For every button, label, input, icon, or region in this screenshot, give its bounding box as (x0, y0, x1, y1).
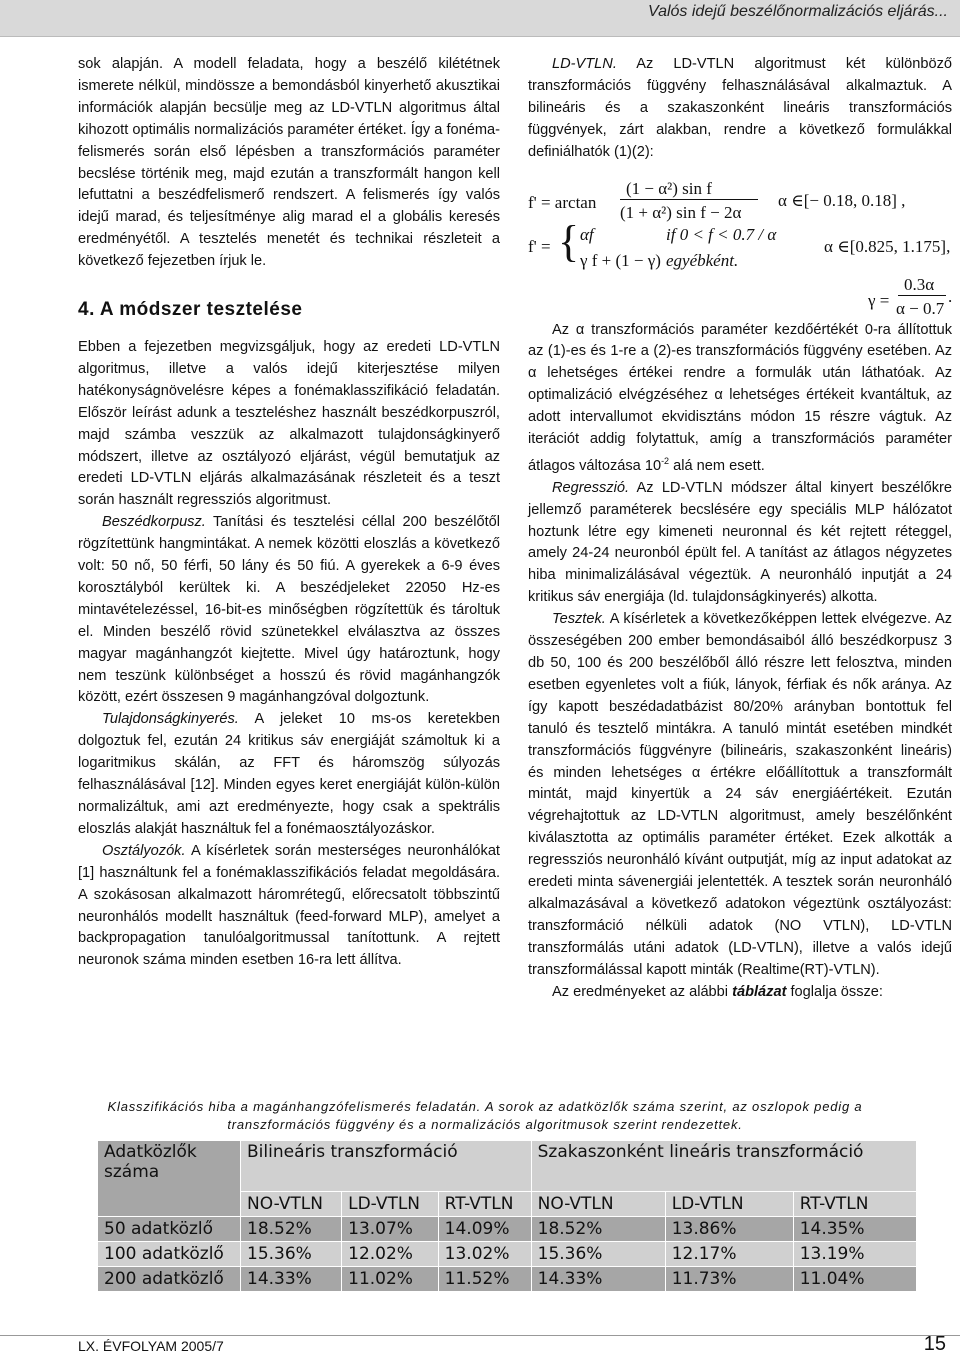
right-column (528, 54, 952, 1003)
left-column (78, 54, 500, 972)
table-cell: 13.86% (665, 1217, 793, 1242)
paragraph-label: Tulajdonságkinyerés. (102, 711, 239, 728)
paragraph (528, 478, 952, 609)
table-row (98, 1242, 917, 1267)
table-cell: 18.52% (531, 1217, 665, 1242)
paragraph-text: Az eredményeket az alábbi (552, 983, 733, 1000)
paragraph: Ebben a fejezetben megvizsgáljuk, hogy az eredeti LD-VTLN algoritmus, illetve a valós idejű kiterjesztése milyen hatékonyságnövelésre képes a fonémaklasszifikáció feladatán. Először leírást adunk a teszteléshez használt beszédkorpuszról, majd számba veszzük az alkalmazott tulajdonságkinyerő módszert, illetve az osztályozó eljárást, végül bemutatjuk az eredeti LD-VTLN eljárás alkalmazásának részleteit és a teszt során használt regressziós algoritmust. (78, 338, 500, 509)
paragraph-text: foglalja össze: (786, 983, 883, 1000)
table-column-header: RT-VTLN (793, 1192, 916, 1217)
formula-lhs: f' = arctan (528, 192, 597, 212)
table-cell: 18.52% (241, 1217, 342, 1242)
formula-dot: . (948, 286, 953, 306)
paragraph-label: Beszédkorpusz. (102, 514, 206, 531)
paragraph (528, 320, 952, 478)
table-cell: 14.33% (531, 1267, 665, 1292)
formula-condition: if 0 < f < 0.7 / α (666, 224, 777, 244)
paragraph-label: Osztályozók. (102, 842, 186, 859)
table-column-header: LD-VTLN (342, 1192, 439, 1217)
paragraph (78, 841, 500, 972)
table-cell: 11.04% (793, 1267, 916, 1292)
formula-case: γ f + (1 − γ) (580, 250, 661, 270)
table-cell: 14.33% (241, 1267, 342, 1292)
formula-range: α ∈[− 0.18, 0.18] , (778, 190, 906, 210)
footer-rule (0, 1335, 960, 1336)
formula-condition: egyébként. (666, 250, 739, 270)
table-cell: 14.35% (793, 1217, 916, 1242)
table-cell: 13.19% (793, 1242, 916, 1267)
table-corner-header: Adatközlők száma (98, 1141, 241, 1217)
table-cell: 15.36% (241, 1242, 342, 1267)
formula-case: αf (580, 224, 594, 244)
paragraph (528, 609, 952, 981)
table-row-label: 100 adatközlő (98, 1242, 241, 1267)
table-cell: 13.07% (342, 1217, 439, 1242)
table-cell: 11.52% (438, 1267, 531, 1292)
table-row-label: 50 adatközlő (98, 1217, 241, 1242)
formula-block (528, 174, 953, 318)
table-column-header: NO-VTLN (531, 1192, 665, 1217)
table-cell: 11.73% (665, 1267, 793, 1292)
running-title: Valós idejű beszélőnormalizációs eljárás... (648, 3, 948, 20)
table-row-label: 200 adatközlő (98, 1267, 241, 1292)
formula-lhs: γ = (868, 290, 890, 310)
table-group-header: Szakaszonként lineáris transzformáció (531, 1141, 916, 1192)
paragraph-label: Regresszió. (552, 479, 630, 496)
table-cell: 11.02% (342, 1267, 439, 1292)
formula-numerator: (1 − α²) sin f (626, 178, 712, 198)
paragraph-text: Tanítási és tesztelési céllal 200 beszélőtől rögzítettünk hangmintákat. A nemek közötti eloszlás a következő volt: 50 nő, 50 férfi, 50 lány és 50 fiú. A gyerekek a 6-9 éves korosztályból kerültek ki. A beszédjeleket 22050 Hz-es mintavételezéssel, 16-bit-es minőségben rögzítettük és tároltuk el. Minden beszélő rövid szünetekkel elválasztva az összes magyar magánhangzót kiejtette. Mivel úgy határoztunk, hogy nem teszünk különbséget a hosszú és rövid magánhangzók között, ezért összesen 9 magánhangzóval dolgoztunk. (78, 514, 500, 706)
section-heading: 4. A módszer tesztelése (78, 299, 303, 321)
table-caption: Klasszifikációs hiba a magánhangzófelismerés feladatán. A sorok az adatközlők száma szerint, az oszlopok pedig a transzformációs függvény és a normalizációs algoritmusok szerint rendezettek. (107, 1099, 863, 1132)
paragraph-text: Az LD-VTLN algoritmust két különböző transzformációs függvény felhasználásával alkalmaztuk. A bilineáris és a szakaszonként lineáris transzformációs függvények, zárt alakban, rendre a következő formulákkal definiálhatók (1)(2): (528, 56, 952, 160)
paragraph-label: LD-VTLN. (552, 56, 617, 72)
paragraph (78, 512, 500, 709)
table-cell: 14.09% (438, 1217, 531, 1242)
table-column-header: LD-VTLN (665, 1192, 793, 1217)
formula-lhs: f' = (528, 236, 551, 256)
table-row (98, 1217, 917, 1242)
paragraph (528, 982, 952, 1004)
paragraph-text: A kísérletek a következőképpen lettek elvégezve. Az összeségében 200 ember bemondásaiból álló beszédkorpusz 3 db 50, 100 és 200 beszélőből álló részre lett felosztva, minden esetben egyenletes volt a fiúk, lányok, férfiak és nők aránya. Az így kapott beszédadatbázist 80/20% arányban bontottuk fel tanuló és tesztelő mintákra. A tanuló mintát esetében mindkét transzformációs függvényre (bilineáris, szakaszonként lineáris) és minden lehetséges α értékre előállítottuk a transzformált mintát, majd kinyertük a 24 sáv energiáértékeit. Ezután végrehajtottuk az LD-VTLN algoritmust, amely beszélőnként kiválasztotta az optimális paraméter értéket. Ezek alkották a regressziós neuronháló kívánt outputját, míg az input adatokat az eredeti minta sávenergiái jelentették. A tesztek során neuronháló alkalmazásával a következő adatokon végeztünk osztályozást: transzformáció nélküli adatok (NO VTLN), LD-VTLN transzformálás utáni adatok (LD-VTLN), illetve a valós idejű transzformálással kapott minták (Realtime(RT)-VTLN). (528, 611, 952, 978)
footer-issue: LX. ÉVFOLYAM 2005/7 (78, 1338, 224, 1354)
table-reference: táblázat (732, 983, 787, 1000)
table-cell: 13.02% (438, 1242, 531, 1267)
paragraph-label: Tesztek. (552, 611, 606, 628)
superscript: -2 (661, 455, 670, 466)
formula-numerator: 0.3α (904, 274, 935, 294)
paragraph-text: Az LD-VTLN módszer által kinyert beszélőkre jellemző paraméterek becslésére egy speciális MLP hálózatot hoztunk létre egy kimeneti neuronnal és két rejtett réteggel, amely 24-24 neuronból épült fel. A tanítást az átlagos négyzetes hiba minimalizálásával végeztük. A neuronháló inputját a 24 kritikus sáv energiája (ld. tulajdonságkinyerés) alkotta. (528, 479, 952, 606)
paragraph-text: alá nem esett. (669, 457, 765, 474)
table-group-header: Bilineáris transzformáció (241, 1141, 532, 1192)
formula-denominator: α − 0.7 (896, 298, 945, 318)
table-column-header: RT-VTLN (438, 1192, 531, 1217)
formula-denominator: (1 + α²) sin f − 2α (620, 202, 742, 222)
paragraph: sok alapján. A modell feladata, hogy a beszélő kilététnek ismerete nélkül, mindössze a bemondásból kinyerhető akusztikai információk alapján becsülje meg az LD-VTLN algoritmus által kihozott optimális normalizációs paraméter értéket. Így a fonéma-felismerés során első lépésben a transzformációs paraméter becslése történik meg, majd ezután a transzformált hangon kell lefuttatni a beszédfelismerő rendszert. A felismerés így valós idejű marad, és teljesítménye alig marad el a globális keresés eredményétől. A tesztelés menetét és technikai részleteit a következő fejezetben írjuk le. (78, 56, 500, 270)
table-cell: 12.02% (342, 1242, 439, 1267)
table-cell: 12.17% (665, 1242, 793, 1267)
results-table (97, 1140, 917, 1292)
page-number: 15 (923, 1333, 946, 1355)
paragraph (528, 54, 952, 164)
formula-brace: { (558, 216, 580, 266)
formula-range: α ∈[0.825, 1.175], (824, 236, 951, 256)
paragraph-text: A jeleket 10 ms-os keretekben dolgoztuk fel, ezután 24 kritikus sáv energiáját számoltuk ki a logaritmikus skálán, az FFT és háromszög súlyozás felhasználásával [12]. Minden egyes keret energiáját külön-külön normalizáltuk, ami azt eredményezte, hogy csak a spektrális eloszlás alakját használtuk fel a fonémaosztályozáskor. (78, 711, 500, 837)
table-row (98, 1267, 917, 1292)
paragraph (78, 709, 500, 840)
paragraph-text: Az α transzformációs paraméter kezdőértékét 0-ra állítottuk az (1)-es és 1-re a (2)-es transzformációs függvény esetében. Az α lehetséges értékei rendre a formulák után láthatóak. Az optimalizáció elvégzéséhez α lehetséges értékeit kvantáltuk, az adott intervallumot ekvidisztáns módon 15 részre vágtuk. Az iterációt addig folytattuk, amíg a transzformációs paraméter átlagos változása 10 (528, 321, 952, 474)
table-column-header: NO-VTLN (241, 1192, 342, 1217)
table-cell: 15.36% (531, 1242, 665, 1267)
running-header (0, 0, 960, 37)
paragraph-text: A kísérletek során mesterséges neuronhálókat [1] használtunk fel a fonémaklasszifikációs feladat megoldására. A szokásosan alkalmazott háromrétegű, előrecsatolt többszintű neuronhálós modellt használtuk (feed-forward MLP), amelyet a backpropagation tanulóalgoritmussal tanítottunk. A rejtett neuronok száma minden esetben 16-ra lett állítva. (78, 842, 500, 969)
